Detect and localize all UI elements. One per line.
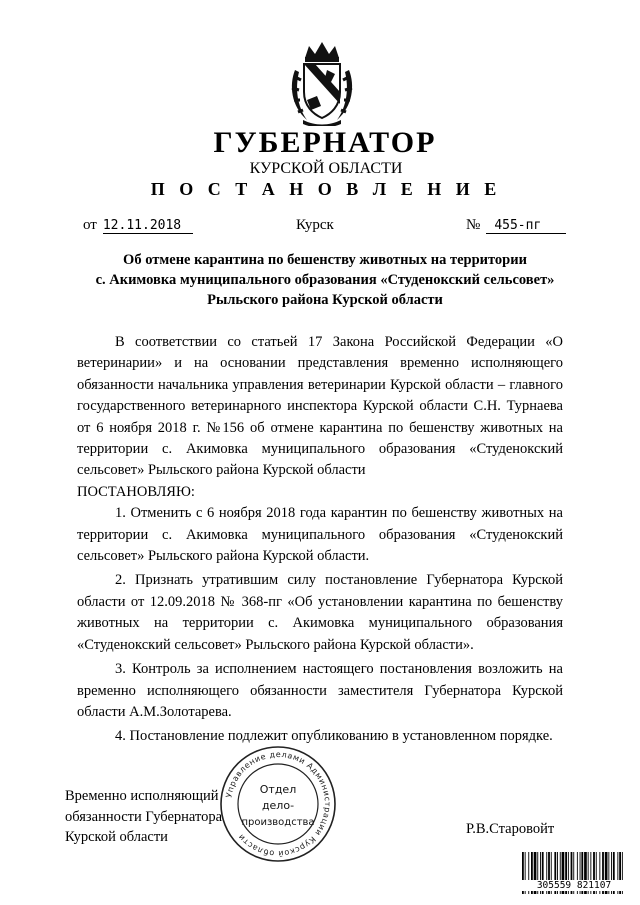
signatory-position-line: обязанности Губернатора — [65, 808, 223, 825]
signatory-name: Р.В.Старовойт — [466, 821, 555, 837]
date-prefix: от — [83, 217, 97, 233]
decree-item-1: 1. Отменить с 6 ноября 2018 года карантин по бешенству животных на территории с. Акимовка муниципального образования «Студенокский сельсовет» Рыльского района Курской области. — [77, 505, 563, 565]
document-number — [466, 216, 566, 234]
signatory-position-line: Курской области — [65, 829, 168, 845]
number-prefix: № — [466, 217, 481, 233]
title-line: Рыльского района Курской области — [207, 292, 443, 308]
office-stamp — [219, 745, 337, 863]
document-issuer-region: КУРСКОЙ ОБЛАСТИ — [249, 160, 403, 177]
title-line: с. Акимовка муниципального образования «Студенокский сельсовет» — [95, 272, 555, 288]
preamble-paragraph — [77, 332, 563, 482]
document-city: Курск — [296, 217, 334, 233]
number-value: 455-пг — [486, 218, 566, 234]
document-type: П О С Т А Н О В Л Е Н И Е — [150, 179, 502, 199]
document-title — [70, 250, 580, 310]
decree-item-4: 4. Постановление подлежит опубликованию в установленном порядке. — [115, 728, 553, 745]
svg-text:Управление делами Администраци: Управление делами Администрации Курской области — [224, 749, 333, 859]
title-line: Об отмене карантина по бешенству животных на территории — [123, 252, 527, 268]
coat-of-arms-icon — [287, 40, 357, 126]
decree-word: ПОСТАНОВЛЯЮ: — [77, 483, 195, 500]
date-value: 12.11.2018 — [103, 218, 193, 234]
document-date — [83, 216, 193, 234]
document-body — [77, 332, 563, 751]
stamp-line: производства — [241, 817, 315, 828]
decree-item-2: 2. Признать утратившим силу постановление Губернатора Курской области от 12.09.2018 № 368-пг «Об установлении карантина по бешенству животных на территории с. Акимовка муниципального образования «Студенокский сельсовет» Рыльского района Курской области». — [77, 572, 563, 653]
preamble-text: В соответствии со статьей 17 Закона Российской Федерации «О ветеринарии» и на основании представления временно исполняющего обязанности начальника управления ветеринарии Курской области – главного государственного ветеринарного инспектора Курской области С.Н. Турнаева от 6 ноября 2018 г. №156 об отмене карантина по бешенству животных на территории с. Акимовка муниципального образования «Студенокский сельсовет» Рыльского района Курской области — [77, 334, 563, 479]
barcode-number: 305559 821107 — [521, 880, 627, 891]
decree-item-3: 3. Контроль за исполнением настоящего постановления возложить на временно исполняющего обязанности заместителя Губернатора Курской области А.М.Золотарева. — [77, 661, 563, 720]
stamp-line: Отдел — [259, 783, 297, 796]
document-issuer-title: ГУБЕРНАТОР — [213, 126, 437, 159]
signatory-position-line: Временно исполняющий — [65, 788, 219, 804]
stamp-line: дело- — [261, 799, 295, 812]
